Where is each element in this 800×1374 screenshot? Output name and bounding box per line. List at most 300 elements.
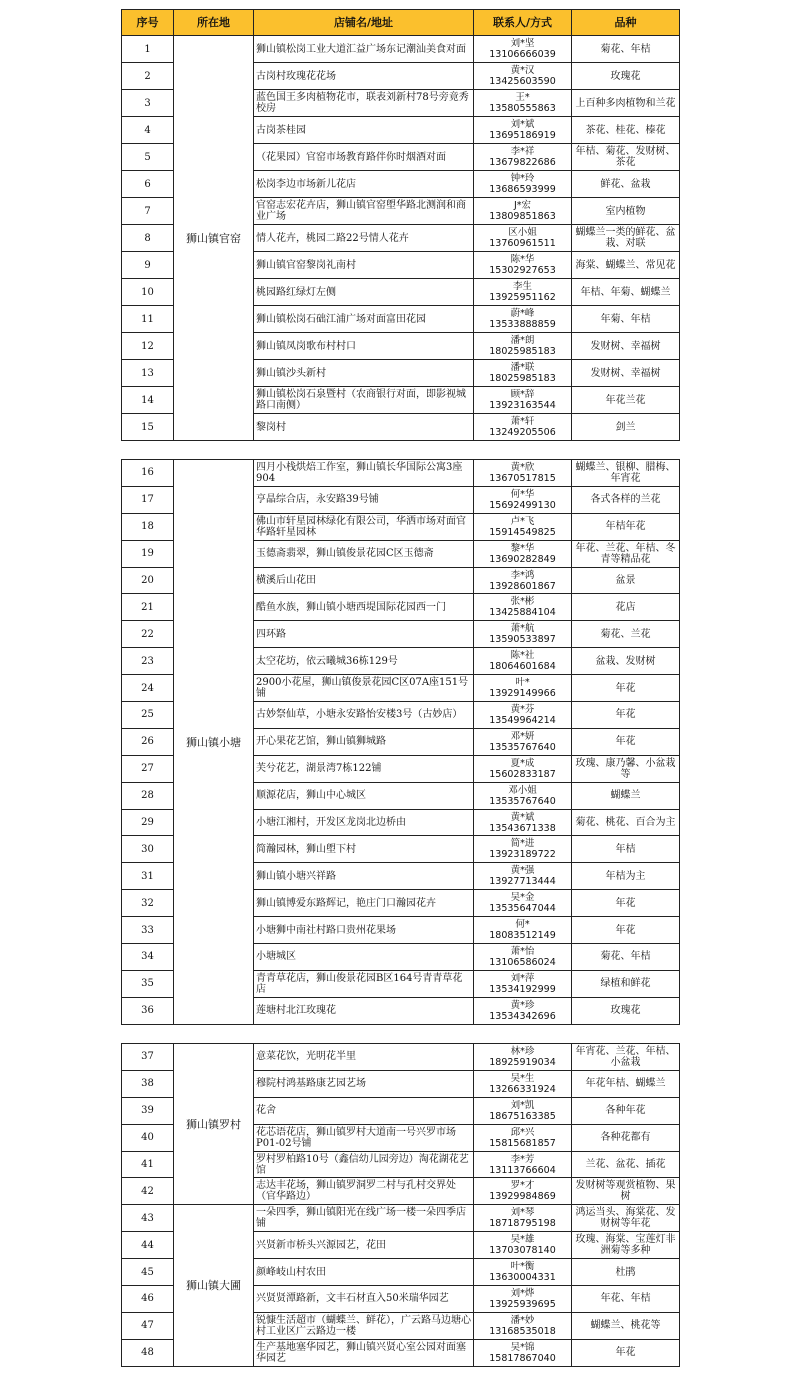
variety-cell: 蝴蝶兰、桃花等 <box>572 1312 680 1339</box>
store-address: 狮山镇凤岗歌布村村口 <box>254 333 474 360</box>
store-address: 2900小花屋，狮山镇俊景花园C区07A座151号铺 <box>254 675 474 702</box>
variety-cell: 菊花、年桔 <box>572 944 680 971</box>
store-address: 顺源花店，狮山中心城区 <box>254 782 474 809</box>
variety-cell: 发财树、幸福树 <box>572 333 680 360</box>
row-number: 48 <box>122 1339 174 1366</box>
contact-cell <box>474 836 572 863</box>
store-address: 莲塘村北江玫瑰花 <box>254 997 474 1024</box>
store-address: 松岗李边市场新儿花店 <box>254 171 474 198</box>
variety-cell: 室内植物 <box>572 198 680 225</box>
contact-cell <box>474 1124 572 1151</box>
row-number: 17 <box>122 486 174 513</box>
contact-phone: 13534342696 <box>489 1010 556 1022</box>
store-address: 青青草花店，狮山俊景花园B区164号青青草花店 <box>254 970 474 997</box>
variety-cell: 年花 <box>572 1339 680 1366</box>
row-number: 15 <box>122 414 174 441</box>
variety-cell: 玫瑰、康乃馨、小盆栽等 <box>572 755 680 782</box>
contact-name: 何* <box>515 919 530 931</box>
row-number: 31 <box>122 863 174 890</box>
store-address: 古妙祭仙草，小塘永安路怡安楼3号（古妙店） <box>254 702 474 729</box>
variety-cell: 玫瑰、海棠、宝莲灯非洲菊等多种 <box>572 1232 680 1259</box>
contact-name: 蔚*峰 <box>510 308 535 319</box>
contact-name: 陈*华 <box>510 254 535 265</box>
store-address: 狮山镇沙头新村 <box>254 360 474 387</box>
contact-cell <box>474 782 572 809</box>
contact-name: 萧*轩 <box>510 416 535 427</box>
variety-cell: 盆景 <box>572 567 680 594</box>
area-cell: 狮山镇官窑 <box>174 36 254 441</box>
area-cell: 狮山镇大圃 <box>174 1205 254 1366</box>
variety-cell: 鸿运当头、海棠花、发财树等年花 <box>572 1205 680 1232</box>
header-contact: 联系人/方式 <box>474 10 572 36</box>
contact-name: 黎*华 <box>510 542 535 554</box>
contact-cell <box>474 1151 572 1178</box>
row-number: 12 <box>122 333 174 360</box>
contact-cell <box>474 997 572 1024</box>
contact-cell <box>474 675 572 702</box>
contact-name: 罗*才 <box>510 1180 535 1192</box>
store-address: 小塘江湘村，开发区龙岗北边桥由 <box>254 809 474 836</box>
contact-cell <box>474 225 572 252</box>
contact-cell <box>474 144 572 171</box>
contact-cell <box>474 360 572 387</box>
contact-phone: 13929984869 <box>489 1191 556 1203</box>
store-address: 花芯语花店，狮山镇罗村大道南一号兴罗市场P01-02号铺 <box>254 1124 474 1151</box>
contact-phone: 13679822686 <box>489 157 556 168</box>
row-number: 46 <box>122 1286 174 1313</box>
row-number: 6 <box>122 171 174 198</box>
contact-phone: 13630004331 <box>489 1272 556 1284</box>
contact-cell <box>474 1259 572 1286</box>
variety-cell: 年花 <box>572 917 680 944</box>
row-number: 21 <box>122 594 174 621</box>
contact-phone: 13686593999 <box>489 184 556 195</box>
variety-cell: 剑兰 <box>572 414 680 441</box>
contact-name: 李*芳 <box>510 1153 535 1165</box>
variety-cell: 菊花、桃花、百合为主 <box>572 809 680 836</box>
store-address: 狮山镇松岗石础江浦广场对面富田花园 <box>254 306 474 333</box>
store-address: 狮山镇小塘兴祥路 <box>254 863 474 890</box>
variety-cell: 年宵花、兰花、年桔、小盆栽 <box>572 1044 680 1071</box>
store-address: 开心果花艺馆，狮山镇狮城路 <box>254 728 474 755</box>
contact-phone: 13535767640 <box>489 795 556 807</box>
contact-phone: 13690282849 <box>489 553 556 565</box>
contact-name: 李*鸿 <box>510 569 535 581</box>
store-address: 四月小栈烘焙工作室，狮山镇长华国际公寓3座904 <box>254 460 474 487</box>
contact-cell <box>474 970 572 997</box>
variety-cell: 年桔、菊花、发财树、茶花 <box>572 144 680 171</box>
row-number: 18 <box>122 513 174 540</box>
contact-name: 卢*飞 <box>510 515 535 527</box>
variety-cell: 年花、年桔 <box>572 1286 680 1313</box>
contact-phone: 18925919034 <box>489 1056 556 1068</box>
variety-cell: 年桔年花 <box>572 513 680 540</box>
contact-phone: 13590533897 <box>489 634 556 646</box>
store-address: （花果园）官窑市场教育路伴你时烟酒对面 <box>254 144 474 171</box>
contact-cell <box>474 279 572 306</box>
store-address: 佛山市轩星园林绿化有限公司，华洒市场对面官华路轩星园林 <box>254 513 474 540</box>
variety-cell: 各种年花 <box>572 1097 680 1124</box>
variety-cell: 年花 <box>572 890 680 917</box>
contact-phone: 13760961511 <box>489 238 556 249</box>
row-number: 19 <box>122 540 174 567</box>
area-cell: 狮山镇小塘 <box>174 460 254 1025</box>
contact-name: 黄*汉 <box>510 65 535 76</box>
contact-name: 简*进 <box>510 838 535 850</box>
contact-cell <box>474 1205 572 1232</box>
row-number: 37 <box>122 1044 174 1071</box>
contact-name: 刘*琴 <box>510 1207 535 1219</box>
row-number: 30 <box>122 836 174 863</box>
row-number: 5 <box>122 144 174 171</box>
area-cell: 狮山镇罗村 <box>174 1044 254 1205</box>
store-address: 酷鱼水族，狮山镇小塘西堤国际花园西一门 <box>254 594 474 621</box>
contact-cell <box>474 387 572 414</box>
variety-cell: 蝴蝶兰 <box>572 782 680 809</box>
contact-name: 刘*斌 <box>510 119 535 130</box>
row-number: 24 <box>122 675 174 702</box>
contact-phone: 13923163544 <box>489 400 556 411</box>
contact-cell <box>474 621 572 648</box>
contact-phone: 13168535018 <box>489 1325 556 1337</box>
header-row <box>122 10 680 36</box>
contact-phone: 13535647044 <box>489 903 556 915</box>
contact-name: 邓小姐 <box>508 784 537 796</box>
contact-name: 黄*芬 <box>510 703 535 715</box>
variety-cell: 年花兰花 <box>572 387 680 414</box>
row-number: 16 <box>122 460 174 487</box>
variety-cell: 年花 <box>572 728 680 755</box>
contact-cell <box>474 594 572 621</box>
row-number: 11 <box>122 306 174 333</box>
row-number: 10 <box>122 279 174 306</box>
row-number: 23 <box>122 648 174 675</box>
contact-phone: 18718795198 <box>489 1218 556 1230</box>
store-address: 一朵四季，狮山镇阳光在线广场一楼一朵四季店铺 <box>254 1205 474 1232</box>
contact-cell <box>474 1339 572 1366</box>
variety-cell: 绿植和鲜花 <box>572 970 680 997</box>
contact-cell <box>474 90 572 117</box>
store-address: 小塘狮中南社村路口贵州花果场 <box>254 917 474 944</box>
contact-name: 钟*玲 <box>510 173 535 184</box>
store-address: 志达丰花场，狮山镇罗洞罗二村与孔村交界处（官华路边） <box>254 1178 474 1205</box>
store-address: 芙兮花艺，湖景湾7栋122铺 <box>254 755 474 782</box>
variety-cell: 海棠、蝴蝶兰、常见花 <box>572 252 680 279</box>
row-number: 43 <box>122 1205 174 1232</box>
contact-phone: 13925939695 <box>489 1298 556 1310</box>
row-number: 9 <box>122 252 174 279</box>
contact-phone: 18675163385 <box>489 1110 556 1122</box>
store-address: 官窑志宏花卉店，狮山镇官窑塱华路北测润和商业广场 <box>254 198 474 225</box>
contact-name: 叶* <box>515 677 530 689</box>
store-address: 锐慷生活超市（蝴蝶兰、鲜花），广云路马边塘心村工业区广云路边一楼 <box>254 1312 474 1339</box>
store-address: 狮山镇松岗石泉暨村（农商银行对面，即影视城路口南侧） <box>254 387 474 414</box>
contact-cell <box>474 1178 572 1205</box>
row-number: 34 <box>122 944 174 971</box>
contact-cell <box>474 117 572 144</box>
row-number: 26 <box>122 728 174 755</box>
contact-cell <box>474 1097 572 1124</box>
contact-cell <box>474 414 572 441</box>
store-address: 亨晶综合店，永安路39号铺 <box>254 486 474 513</box>
contact-phone: 13106586024 <box>489 956 556 968</box>
table-row <box>122 1205 680 1232</box>
contact-phone: 13249205506 <box>489 427 556 438</box>
contact-name: 李生 <box>512 281 532 292</box>
row-number: 13 <box>122 360 174 387</box>
contact-cell <box>474 1044 572 1071</box>
contact-phone: 15302927653 <box>489 265 556 276</box>
store-address: 狮山镇博爱东路辉记，艳庄门口瀚园花卉 <box>254 890 474 917</box>
contact-name: 区小姐 <box>508 227 537 238</box>
variety-cell: 发财树等观赏植物、果树 <box>572 1178 680 1205</box>
variety-cell: 玫瑰花 <box>572 63 680 90</box>
variety-cell: 年桔、年菊、蝴蝶兰 <box>572 279 680 306</box>
contact-phone: 15817867040 <box>489 1352 556 1364</box>
header-area: 所在地 <box>174 10 254 36</box>
contact-cell <box>474 63 572 90</box>
contact-name: 刘*凯 <box>510 1099 535 1111</box>
variety-cell: 鲜花、盆栽 <box>572 171 680 198</box>
row-number: 44 <box>122 1232 174 1259</box>
contact-phone: 13535767640 <box>489 741 556 753</box>
store-address: 玉德斋翡翠，狮山镇俊景花园C区玉德斋 <box>254 540 474 567</box>
contact-phone: 13534192999 <box>489 983 556 995</box>
row-number: 42 <box>122 1178 174 1205</box>
contact-cell <box>474 567 572 594</box>
variety-cell: 盆栽、发财树 <box>572 648 680 675</box>
contact-phone: 13927713444 <box>489 876 556 888</box>
variety-cell: 上百种多肉植物和兰花 <box>572 90 680 117</box>
contact-phone: 18025985183 <box>489 373 556 384</box>
row-number: 14 <box>122 387 174 414</box>
contact-phone: 13425884104 <box>489 607 556 619</box>
contact-cell <box>474 755 572 782</box>
variety-cell: 各式各样的兰花 <box>572 486 680 513</box>
contact-phone: 13113766604 <box>489 1164 556 1176</box>
contact-name: 吴*锦 <box>510 1341 535 1353</box>
contact-cell <box>474 1286 572 1313</box>
contact-cell <box>474 171 572 198</box>
contact-name: 潘*朗 <box>510 335 535 346</box>
contact-name: 何*华 <box>510 488 535 500</box>
row-number: 33 <box>122 917 174 944</box>
contact-phone: 18064601684 <box>489 661 556 673</box>
contact-cell <box>474 1070 572 1097</box>
variety-cell: 花店 <box>572 594 680 621</box>
store-address: 小塘城区 <box>254 944 474 971</box>
variety-cell: 年桔 <box>572 836 680 863</box>
row-number: 4 <box>122 117 174 144</box>
store-address: 古岗茶桂园 <box>254 117 474 144</box>
variety-cell: 茶花、桂花、榛花 <box>572 117 680 144</box>
contact-name: J*宏 <box>513 200 532 211</box>
variety-cell: 菊花、兰花 <box>572 621 680 648</box>
contact-cell <box>474 702 572 729</box>
variety-cell: 蝴蝶兰、银柳、腊梅、年宵花 <box>572 460 680 487</box>
row-number: 27 <box>122 755 174 782</box>
row-number: 47 <box>122 1312 174 1339</box>
contact-name: 刘*烨 <box>510 1287 535 1299</box>
variety-cell: 各种花都有 <box>572 1124 680 1151</box>
store-address: 意菜花饮，光明花半里 <box>254 1044 474 1071</box>
contact-phone: 13425603590 <box>489 76 556 87</box>
variety-cell: 玫瑰花 <box>572 997 680 1024</box>
contact-cell <box>474 486 572 513</box>
contact-cell <box>474 1312 572 1339</box>
store-address: 古岗村玫瑰花花场 <box>254 63 474 90</box>
store-address: 桃园路红绿灯左侧 <box>254 279 474 306</box>
contact-name: 叶*衡 <box>510 1261 535 1273</box>
contact-phone: 13266331924 <box>489 1083 556 1095</box>
row-number: 28 <box>122 782 174 809</box>
contact-phone: 13695186919 <box>489 130 556 141</box>
contact-phone: 13928601867 <box>489 580 556 592</box>
row-number: 7 <box>122 198 174 225</box>
table-section-3 <box>121 1043 680 1367</box>
table-row <box>122 36 680 63</box>
contact-phone: 13929149966 <box>489 688 556 700</box>
contact-phone: 13703078140 <box>489 1245 556 1257</box>
contact-name: 林*珍 <box>510 1045 535 1057</box>
contact-name: 潘*妙 <box>510 1314 535 1326</box>
contact-name: 萧*航 <box>510 623 535 635</box>
variety-cell: 年花、兰花、年桔、冬青等精品花 <box>572 540 680 567</box>
contact-phone: 13543671338 <box>489 822 556 834</box>
contact-phone: 15602833187 <box>489 768 556 780</box>
table-row <box>122 1044 680 1071</box>
contact-cell <box>474 306 572 333</box>
variety-cell: 年花 <box>572 675 680 702</box>
row-number: 1 <box>122 36 174 63</box>
header-num: 序号 <box>122 10 174 36</box>
contact-cell <box>474 36 572 63</box>
row-number: 25 <box>122 702 174 729</box>
variety-cell: 蝴蝶兰一类的鲜花、盆栽、对联 <box>572 225 680 252</box>
row-number: 40 <box>122 1124 174 1151</box>
contact-cell <box>474 809 572 836</box>
variety-cell: 年花 <box>572 702 680 729</box>
contact-cell <box>474 917 572 944</box>
store-address: 四环路 <box>254 621 474 648</box>
row-number: 3 <box>122 90 174 117</box>
variety-cell: 年菊、年桔 <box>572 306 680 333</box>
contact-phone: 18025985183 <box>489 346 556 357</box>
contact-phone: 15815681857 <box>489 1137 556 1149</box>
variety-cell: 年桔为主 <box>572 863 680 890</box>
store-address: 蓝色国王多肉植物花市，联表刘新村78号旁竟秀校房 <box>254 90 474 117</box>
row-number: 36 <box>122 997 174 1024</box>
row-number: 22 <box>122 621 174 648</box>
contact-phone: 13923189722 <box>489 849 556 861</box>
contact-name: 王* <box>515 92 530 103</box>
variety-cell: 杜鹃 <box>572 1259 680 1286</box>
contact-name: 夏*成 <box>510 757 535 769</box>
store-address: 横溪后山花田 <box>254 567 474 594</box>
contact-phone: 18083512149 <box>489 930 556 942</box>
table-row <box>122 460 680 487</box>
row-number: 20 <box>122 567 174 594</box>
store-address: 情人花卉，桃园二路22号情人花卉 <box>254 225 474 252</box>
contact-phone: 15914549825 <box>489 526 556 538</box>
row-number: 2 <box>122 63 174 90</box>
contact-name: 黄*强 <box>510 865 535 877</box>
store-address: 狮山镇松岗工业大道汇益广场东记潮汕美食对面 <box>254 36 474 63</box>
row-number: 45 <box>122 1259 174 1286</box>
contact-cell <box>474 460 572 487</box>
contact-cell <box>474 1232 572 1259</box>
contact-cell <box>474 863 572 890</box>
contact-phone: 13533888859 <box>489 319 556 330</box>
contact-phone: 13580555863 <box>489 103 556 114</box>
store-address: 简瀚园林，狮山塱下村 <box>254 836 474 863</box>
contact-name: 李*祥 <box>510 146 535 157</box>
store-address: 兴贤贤潭路新，文丰石材直入50米瑞华园艺 <box>254 1286 474 1313</box>
contact-name: 黄*斌 <box>510 811 535 823</box>
store-address: 穆院村鸿基路康艺园艺场 <box>254 1070 474 1097</box>
row-number: 39 <box>122 1097 174 1124</box>
contact-cell <box>474 890 572 917</box>
variety-cell: 兰花、盆花、插花 <box>572 1151 680 1178</box>
contact-cell <box>474 648 572 675</box>
contact-cell <box>474 540 572 567</box>
contact-name: 黄*欣 <box>510 461 535 473</box>
contact-cell <box>474 198 572 225</box>
contact-name: 张*彬 <box>510 596 535 608</box>
table-section-1 <box>121 9 680 441</box>
contact-phone: 13670517815 <box>489 472 556 484</box>
contact-cell <box>474 513 572 540</box>
contact-name: 邱*兴 <box>510 1126 535 1138</box>
row-number: 29 <box>122 809 174 836</box>
store-address: 颜峰岐山村农田 <box>254 1259 474 1286</box>
contact-cell <box>474 333 572 360</box>
store-address: 狮山镇官窑黎岗礼南村 <box>254 252 474 279</box>
row-number: 8 <box>122 225 174 252</box>
contact-phone: 13809851863 <box>489 211 556 222</box>
row-number: 32 <box>122 890 174 917</box>
contact-name: 刘*萍 <box>510 972 535 984</box>
contact-phone: 13549964214 <box>489 714 556 726</box>
store-address: 兴贤新市桥头兴源园艺，花田 <box>254 1232 474 1259</box>
contact-cell <box>474 944 572 971</box>
row-number: 41 <box>122 1151 174 1178</box>
contact-name: 黄*珍 <box>510 999 535 1011</box>
contact-name: 萧*怡 <box>510 945 535 957</box>
contact-name: 吴*金 <box>510 892 535 904</box>
table-section-2 <box>121 459 680 1025</box>
header-variety: 品种 <box>572 10 680 36</box>
contact-name: 顾*辞 <box>510 389 535 400</box>
store-address: 花舍 <box>254 1097 474 1124</box>
contact-phone: 13106666039 <box>489 49 556 60</box>
contact-name: 吴*雄 <box>510 1234 535 1246</box>
variety-cell: 菊花、年桔 <box>572 36 680 63</box>
contact-name: 邓*妍 <box>510 730 535 742</box>
contact-cell <box>474 728 572 755</box>
header-store: 店铺名/地址 <box>254 10 474 36</box>
row-number: 35 <box>122 970 174 997</box>
contact-phone: 15692499130 <box>489 499 556 511</box>
store-address: 生产基地塞华园艺，狮山镇兴贤心室公园对面塞华园艺 <box>254 1339 474 1366</box>
contact-phone: 13925951162 <box>489 292 556 303</box>
store-address: 太空花坊，依云曦城36栋129号 <box>254 648 474 675</box>
contact-name: 刘*坚 <box>510 38 535 49</box>
variety-cell: 年花年桔、蝴蝶兰 <box>572 1070 680 1097</box>
variety-cell: 发财树、幸福树 <box>572 360 680 387</box>
contact-name: 潘*联 <box>510 362 535 373</box>
contact-name: 陈*社 <box>510 650 535 662</box>
